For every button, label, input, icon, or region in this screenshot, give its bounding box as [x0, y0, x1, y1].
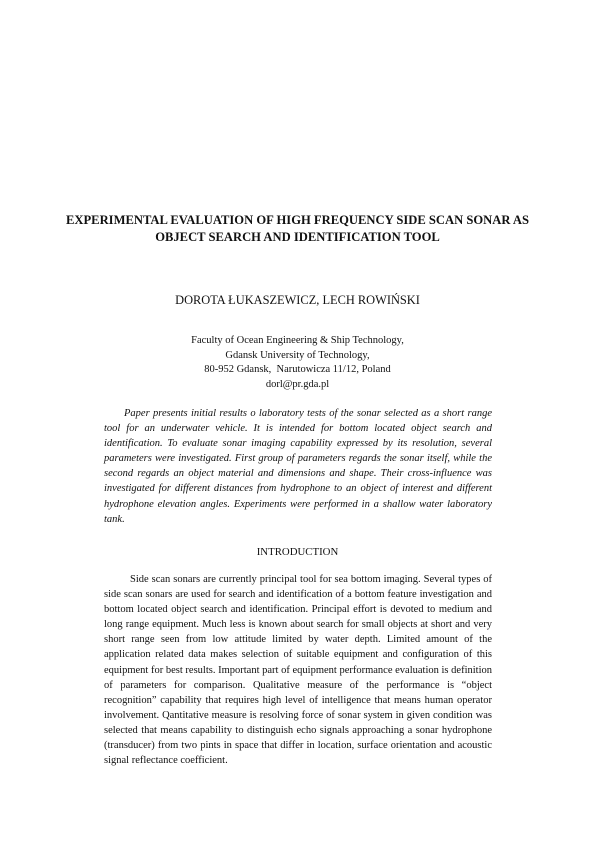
affiliation-university: Gdansk University of Technology, — [225, 349, 370, 361]
paper-authors: DOROTA ŁUKASZEWICZ, LECH ROWIŃSKI — [175, 293, 420, 307]
affiliation-faculty: Faculty of Ocean Engineering & Ship Technology, — [191, 335, 404, 346]
affiliation-block — [60, 334, 535, 392]
introduction-paragraph: Side scan sonars are currently principal tool for sea bottom imaging. Several types of side scan sonars are used for search and identification of a bottom feature investigation and bottom located object search and identification. Principal effort is devoted to medium and long range equipment. Much less is known about search for small objects at short and very short range seen from low attitude limited by water depth. Limited amount of the application related data makes selection of suitable equipment and configuration of this equipment for best results. Important part of equipment performance evaluation is definition of parameters for comparison. Qualitative measure of the performance is “object recognition” capability that requires high level of intelligence that means human operator involvement. Qantitative measure is resolving force of sonar system in given condition was selected that means capability to distinguish echo signals approaching a sonar hydrophone (transducer) from two pints in space that differ in location, surface orientation and acoustic signal reflectance coefficient. — [104, 574, 492, 767]
paper-title: EXPERIMENTAL EVALUATION OF HIGH FREQUENCY SIDE SCAN SONAR AS OBJECT SEARCH AND IDENTIFICATION TOOL — [65, 213, 529, 244]
affiliation-email: dorl@pr.gda.pl — [265, 378, 330, 390]
abstract-paragraph: Paper presents initial results o laboratory tests of the sonar selected as a short range tool for an underwater vehicle. It is intended for bottom located object search and identification. To evaluate sonar imaging capability expressed by its resolution, several parameters were investigated. First group of parameters regards the sonar itself, while the second regards an object material and dimensions and shape. Their cross-influence was investigated for different distances from hydrophone to an object of interest and different hydrophone elevation angles. Experiments were performed in a shallow water laboratory tank. — [104, 408, 492, 525]
section-heading-introduction: INTRODUCTION — [256, 546, 339, 558]
affiliation-address: 80-952 Gdansk, Narutowicza 11/12, Poland — [204, 364, 391, 376]
